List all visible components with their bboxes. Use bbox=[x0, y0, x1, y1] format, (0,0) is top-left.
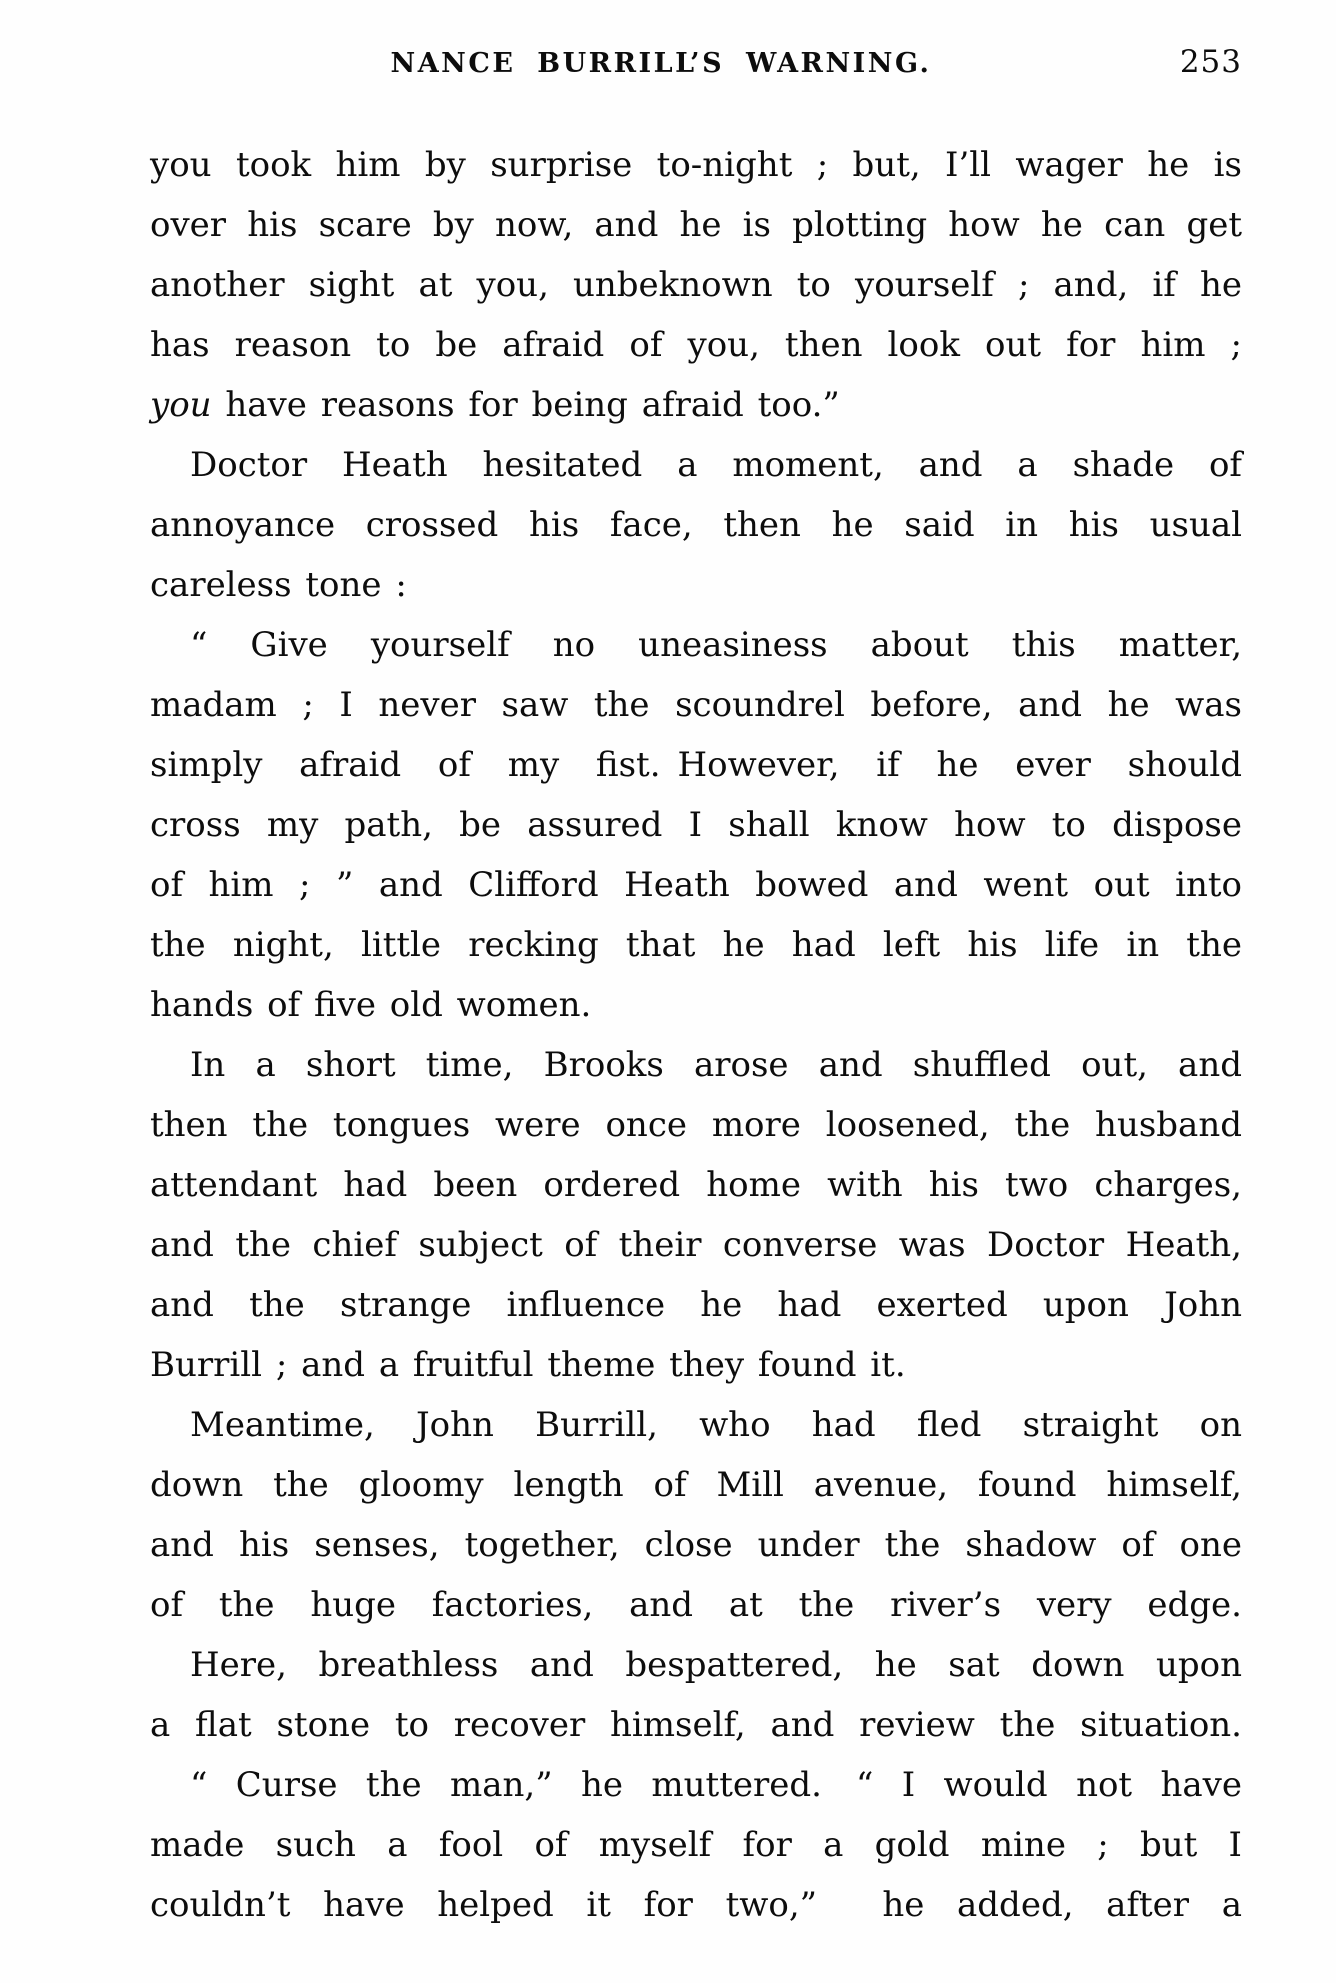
text-line: In a short time, Brooks arose and shuffled out, and bbox=[190, 1045, 1242, 1085]
text-line: Burrill ; and a fruitful theme they found it. bbox=[150, 1345, 906, 1385]
text-line: Here, breathless and bespattered, he sat down upon bbox=[190, 1645, 1242, 1685]
text-line: made such a fool of myself for a gold mine ; but I bbox=[150, 1825, 1242, 1865]
page-number: 253 bbox=[1179, 44, 1242, 80]
text-line: down the gloomy length of Mill avenue, found himself, bbox=[150, 1465, 1242, 1505]
text-line: and the strange influence he had exerted upon John bbox=[150, 1285, 1242, 1325]
text-line: and his senses, together, close under the shadow of one bbox=[150, 1525, 1242, 1565]
running-head: NANCE BURRILL’S WARNING. bbox=[390, 48, 932, 79]
text-line: couldn’t have helped it for two,” he added, after a bbox=[150, 1885, 1242, 1925]
text-line: Meantime, John Burrill, who had fled straight on bbox=[190, 1405, 1242, 1445]
text-line: and the chief subject of their converse was Doctor Heath, bbox=[150, 1225, 1242, 1265]
text-line: madam ; I never saw the scoundrel before, and he was bbox=[150, 685, 1242, 725]
running-head-row bbox=[150, 44, 1242, 90]
text-line: of him ; ” and Clifford Heath bowed and went out into bbox=[150, 865, 1242, 905]
text-line: Doctor Heath hesitated a moment, and a shade of bbox=[190, 445, 1242, 485]
text-line: “ Curse the man,” he muttered. “ I would not have bbox=[190, 1765, 1242, 1805]
text-line: you have reasons for being afraid too.” bbox=[150, 385, 840, 425]
text-line: careless tone : bbox=[150, 565, 407, 605]
text-line: you took him by surprise to-night ; but, I’ll wager he is bbox=[150, 145, 1242, 185]
text-line: annoyance crossed his face, then he said in his usual bbox=[150, 505, 1242, 545]
text-line: then the tongues were once more loosened, the husband bbox=[150, 1105, 1242, 1145]
text-line: cross my path, be assured I shall know how to dispose bbox=[150, 805, 1242, 845]
text-line: “ Give yourself no uneasiness about this matter, bbox=[190, 625, 1242, 665]
text-line: the night, little recking that he had left his life in the bbox=[150, 925, 1242, 965]
text-block bbox=[150, 135, 1242, 1935]
text-line: a flat stone to recover himself, and review the situation. bbox=[150, 1705, 1242, 1745]
text-line: has reason to be afraid of you, then look out for him ; bbox=[150, 325, 1242, 365]
text-line: simply afraid of my fist. However, if he ever should bbox=[150, 745, 1242, 785]
text-line: attendant had been ordered home with his two charges, bbox=[150, 1165, 1242, 1205]
text-line: of the huge factories, and at the river’s very edge. bbox=[150, 1585, 1242, 1625]
text-line: another sight at you, unbeknown to yourself ; and, if he bbox=[150, 265, 1242, 305]
text-line: over his scare by now, and he is plotting how he can get bbox=[150, 205, 1242, 245]
text-line: hands of five old women. bbox=[150, 985, 592, 1025]
